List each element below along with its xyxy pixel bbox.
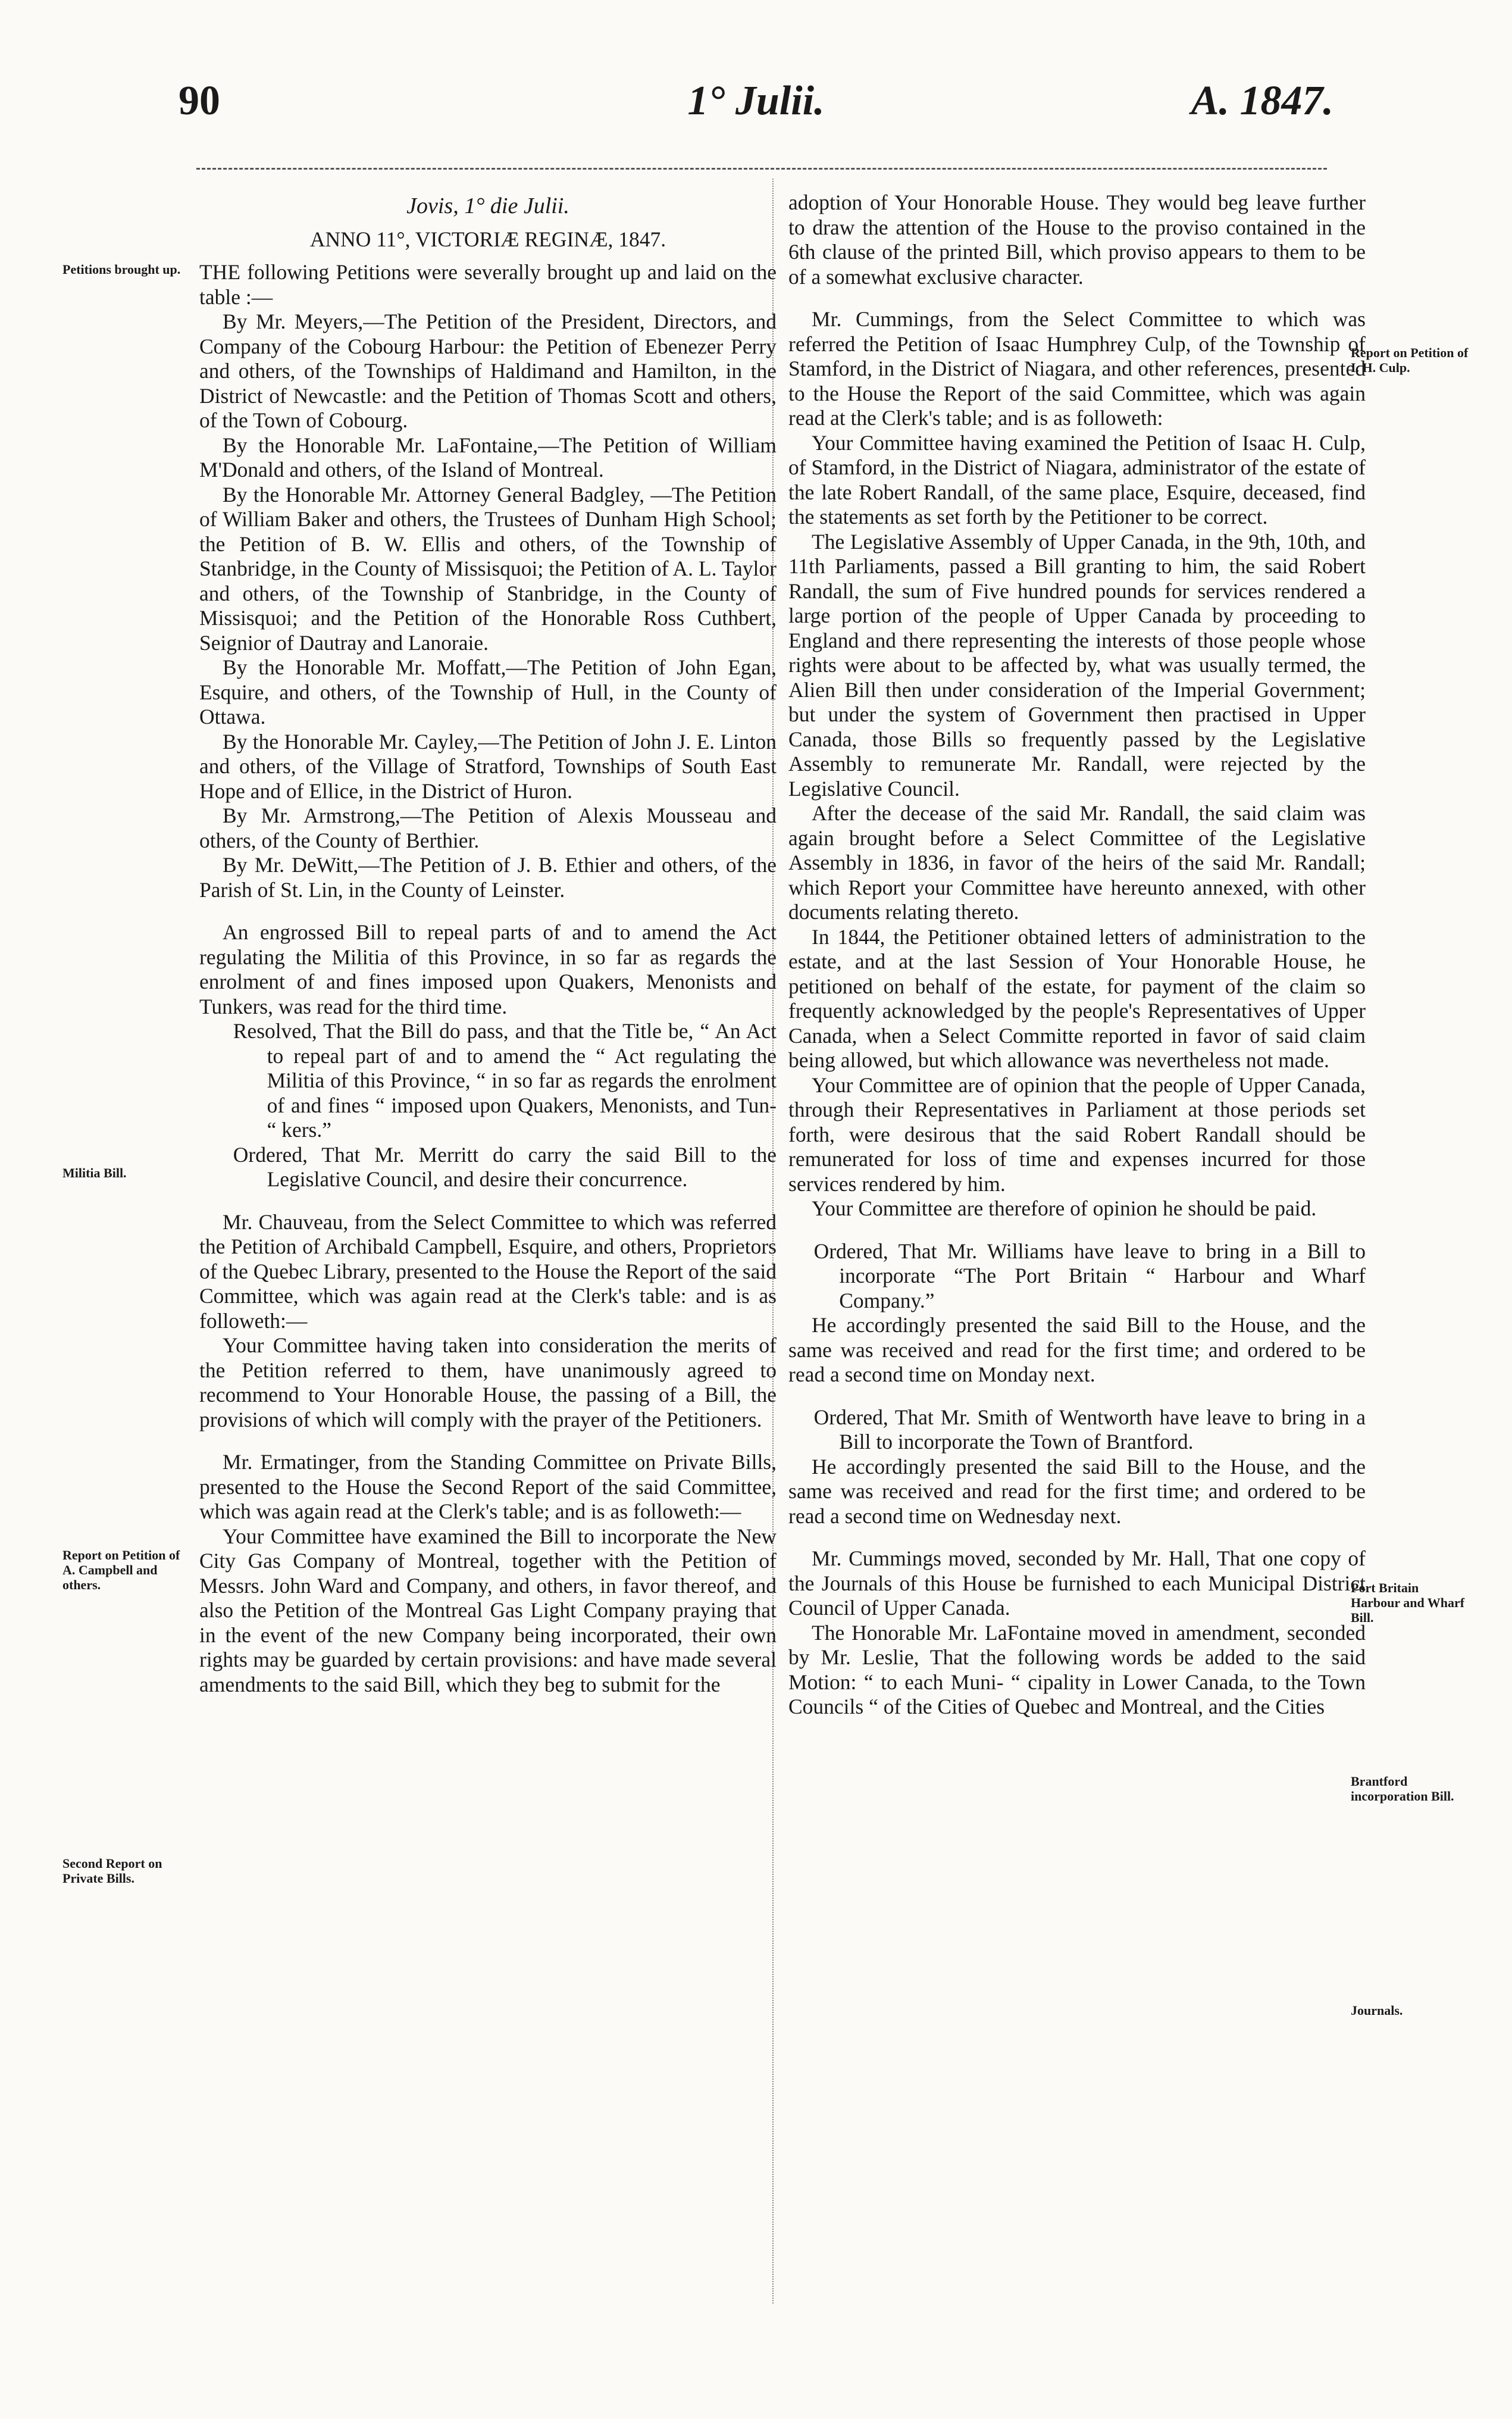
margin-note-journals: Journals.	[1351, 2003, 1403, 2018]
militia-ordered: Ordered, That Mr. Merritt do carry the said Bill to the Legislative Council, and desire their concurrence.	[233, 1142, 777, 1191]
day-heading: Jovis, 1° die Julii.	[406, 193, 569, 218]
right-column	[788, 190, 1366, 1720]
williams-presented: He accordingly presented the said Bill to the House, and the same was received and read for the first time; and ordered to be read a second time on Monday next.	[788, 1313, 1366, 1386]
petition-lafontaine: By the Honorable Mr. LaFontaine,—The Petition of William M'Donald and others, of the Island of Montreal.	[199, 433, 777, 482]
campbell-committee-text: Your Committee having taken into consideration the merits of the Petition referred to them, have unanimously agreed to recommend to Your Honorable House, the passing of a Bill, the provisions of which will comply with the prayer of the Petitioners.	[199, 1333, 777, 1432]
header-year: A. 1847.	[1191, 78, 1333, 124]
culp-committee-text: Your Committee having examined the Petition of Isaac H. Culp, of Stamford, in the District of Niagara, administrator of the estate of the late Robert Randall, of the same place, Esquire, deceased, find the statements as set forth by the Petitioner to be correct.	[788, 430, 1366, 529]
petition-meyers: By Mr. Meyers,—The Petition of the President, Directors, and Company of the Cobourg Harbour: the Petition of Ebenezer Perry and others, of the Townships of Haldimand and Hamilton, in the District of Newcastle: and the Petition of Thomas Scott and others, of the Town of Cobourg.	[199, 310, 777, 432]
williams-ordered: Ordered, That Mr. Williams have leave to bring in a Bill to incorporate “The Port Britain “ Harbour and Wharf Company.”	[813, 1239, 1366, 1312]
page-number: 90	[179, 78, 220, 124]
petition-dewitt: By Mr. DeWitt,—The Petition of J. B. Ethier and others, of the Parish of St. Lin, in the County of Leinster.	[199, 853, 777, 902]
petition-cayley: By the Honorable Mr. Cayley,—The Petition of John J. E. Linton and others, of the Village of Stratford, Townships of South East Hope and of Ellice, in the District of Huron.	[199, 729, 777, 803]
journals-motion: Mr. Cummings moved, seconded by Mr. Hall, That one copy of the Journals of this House be furnished to each Municipal District Council of Upper Canada.	[788, 1546, 1366, 1620]
administration-1844: In 1844, the Petitioner obtained letters of administration to the estate, and at the last Session of Your Honorable House, he petitioned on behalf of the estate, for payment of the claim so frequently acknowledged by the people's Representatives of Upper Canada, when a Select Committe reported in favor of said claim being allowed, but which allowance was nevertheless not made.	[788, 924, 1366, 1072]
petition-moffatt: By the Honorable Mr. Moffatt,—The Petition of John Egan, Esquire, and others, of the Township of Hull, in the County of Ottawa.	[199, 655, 777, 729]
militia-bill-paragraph: An engrossed Bill to repeal parts of and to amend the Act regulating the Militia of this Province, in so far as regards the enrolment of and fines imposed upon Quakers, Menonists and Tunkers, was read for the third time.	[199, 920, 777, 1018]
petition-armstrong: By Mr. Armstrong,—The Petition of Alexis Mousseau and others, of the County of Berthier.	[199, 804, 777, 852]
randall-bill-history: The Legislative Assembly of Upper Canada, in the 9th, 10th, and 11th Parliaments, passed a Bill granting to him, the said Robert Randall, the sum of Five hundred pounds for services rendered a large portion of the people of Upper Canada by proceeding to England and there representing the interests of those people whose rights were about to be affected by, what was usually termed, the Alien Bill then under consideration of the Imperial Government; but under the system of Government then practised in Upper Canada, those Bills so frequently passed by the Legislative Assembly to remunerate Mr. Randall, were rejected by the Legislative Council.	[788, 529, 1366, 801]
margin-note-report-campbell: Report on Petition of A. Campbell and others.	[62, 1548, 180, 1592]
ermatinger-report: Mr. Ermatinger, from the Standing Committee on Private Bills, presented to the House the Second Report of the said Committee, which was again read at the Clerk's table; and is as followeth:—	[199, 1450, 777, 1523]
adoption-continued: adoption of Your Honorable House. They would beg leave further to draw the attention of the House to the proviso contained in the 6th clause of the printed Bill, which proviso appears to them to be of a somewhat exclusive character.	[788, 190, 1366, 289]
petitions-intro: THE following Petitions were severally brought up and laid on the table :—	[199, 260, 777, 309]
lafontaine-amendment: The Honorable Mr. LaFontaine moved in amendment, seconded by Mr. Leslie, That the following words be added to the said Motion: “ to each Muni- “ cipality in Lower Canada, to the Town Councils “ of the Cities of Quebec and Montreal, and the Cities	[788, 1620, 1366, 1718]
header-rule	[196, 168, 1327, 170]
left-column	[199, 190, 777, 1697]
margin-note-report-culp: Report on Petition of I. H. Culp.	[1351, 345, 1469, 375]
margin-note-brantford: Brantford incorporation Bill.	[1351, 1774, 1454, 1804]
cummings-report: Mr. Cummings, from the Select Committee to which was referred the Petition of Isaac Humphrey Culp, of the Township of Stamford, in the District of Niagara, and other references, presented to the House the Report of the said Committee, which was again read at the Clerk's table; and is as followeth:	[788, 307, 1366, 430]
margin-note-port-britain: Port Britain Harbour and Wharf Bill.	[1351, 1580, 1465, 1625]
header-date: 1° Julii.	[687, 78, 825, 124]
smith-ordered: Ordered, That Mr. Smith of Wentworth have leave to bring in a Bill to incorporate the Town of Brantford.	[813, 1405, 1366, 1454]
chauveau-report: Mr. Chauveau, from the Select Committee to which was referred the Petition of Archibald Campbell, Esquire, and others, Proprietors of the Quebec Library, presented to the House the Report of the said Committee, which was again read at the Clerk's table: and is as followeth:—	[199, 1210, 777, 1333]
gas-company-text: Your Committee have examined the Bill to incorporate the New City Gas Company of Montreal, together with the Petition of Messrs. John Ward and Company, and others, in favor thereof, and also the Petition of the Montreal Gas Light Company praying that in the event of the new Company being incorporated, their own rights may be guarded by certain provisions: and have made several amendments to the said Bill, which they beg to submit for the	[199, 1524, 777, 1696]
petition-badgley: By the Honorable Mr. Attorney General Badgley, —The Petition of William Baker and others, the Trustees of Dunham High School; the Petition of B. W. Ellis and others, of the Township of Stanbridge, in the County of Missisquoi; the Petition of A. L. Taylor and others, of the Township of Stanbridge, in the County of Missisquoi; and the Petition of the Honorable Ross Cuthbert, Seignior of Dautray and Lanoraie.	[199, 482, 777, 655]
margin-note-petitions: Petitions brought up.	[62, 262, 181, 277]
militia-resolved: Resolved, That the Bill do pass, and that the Title be, “ An Act to repeal part of and to amend the “ Act regulating the Militia of this Province, “ in so far as regards the enrolment of and fines “ imposed upon Quakers, Menonists, and Tun- “ kers.”	[233, 1019, 777, 1142]
committee-paid: Your Committee are therefore of opinion he should be paid.	[812, 1196, 1317, 1220]
regnal-year: ANNO 11°, VICTORIÆ REGINÆ, 1847.	[309, 227, 666, 251]
randall-decease: After the decease of the said Mr. Randall, the said claim was again brought before a Select Committee of the Legislative Assembly in 1836, in favor of the heirs of the said Mr. Randall; which Report your Committee have hereunto annexed, with other documents relating thereto.	[788, 801, 1366, 924]
committee-opinion: Your Committee are of opinion that the people of Upper Canada, through their Representatives in Parliament at those periods set forth, were desirous that the said Robert Randall should be remunerated for loss of time and expenses incurred for those services rendered by him.	[788, 1073, 1366, 1196]
margin-note-militia: Militia Bill.	[62, 1165, 127, 1180]
margin-note-second-report: Second Report on Private Bills.	[62, 1856, 162, 1886]
running-header	[179, 77, 1333, 143]
smith-presented: He accordingly presented the said Bill to the House, and the same was received and read for the first time; and ordered to be read a second time on Wednesday next.	[788, 1454, 1366, 1528]
